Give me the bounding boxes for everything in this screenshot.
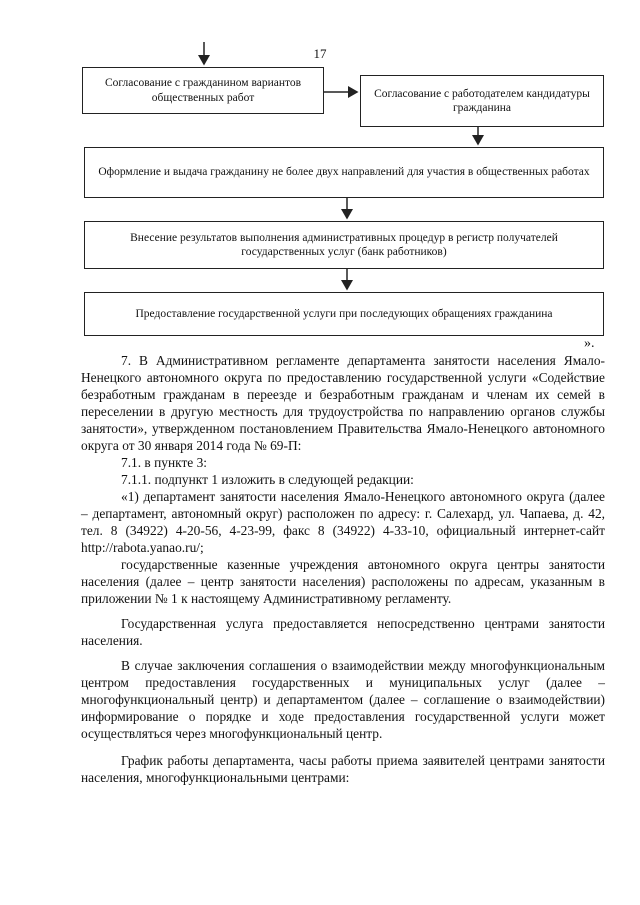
paragraph-7-1-1: 7.1.1. подпункт 1 изложить в следующей редакции: bbox=[121, 472, 414, 487]
paragraph-schedule: График работы департамента, часы работы приема заявителей центрами занятости населения, многофункциональными центрами: bbox=[81, 753, 605, 785]
flow-box-register-results: Внесение результатов выполнения административных процедур в регистр получателей государственных услуг (банк работников) bbox=[84, 221, 604, 269]
paragraph-employment-centers: государственные казенные учреждения автономного округа центры занятости населения (далее – центр занятости населения) расположены по адресам, указанным в приложении № 1 к настоящему Административному регламенту. bbox=[81, 557, 605, 606]
flow-box-agree-employer: Согласование с работодателем кандидатуры гражданина bbox=[360, 75, 604, 127]
body-text bbox=[81, 352, 605, 786]
paragraph-department-address: «1) департамент занятости населения Ямало-Ненецкого автономного округа (далее – департамент, автономный округ) расположен по адресу: г. Салехард, ул. Чапаева, д. 42, тел. 8 (34922) 4-20-56, 4-23-99, факс 8 (34922) 4-33-10, официальный интернет-сайт http://rabota.yanao.ru/; bbox=[81, 489, 605, 555]
paragraph-7: 7. В Административном регламенте департамента занятости населения Ямало-Ненецкого автономного округа по предоставлению государственной услуги «Содействие безработным гражданам в переезде и безработным гражданам и членам их семей в переселении в другую местность для трудоустройства по направлению органов службы занятости», утвержденном постановлением Правительства Ямало-Ненецкого автономного округа от 30 января 2014 года № 69-П: bbox=[81, 353, 605, 453]
page-number: 17 bbox=[313, 46, 327, 61]
paragraph-7-1: 7.1. в пункте 3: bbox=[121, 455, 208, 470]
closing-quote: ». bbox=[584, 336, 595, 351]
paragraph-mfc-agreement: В случае заключения соглашения о взаимодействии между многофункциональным центром предоставления государственных и муниципальных услуг (далее – многофункциональный центр) и департаментом (далее – соглашение о взаимодействии) информирование о порядке и ходе предоставления государственной услуги может осуществляться через многофункциональный центр. bbox=[81, 658, 605, 741]
flow-box-repeat-service: Предоставление государственной услуги при последующих обращениях гражданина bbox=[84, 292, 604, 336]
flow-box-agree-citizen: Согласование с гражданином вариантов общественных работ bbox=[82, 67, 324, 114]
paragraph-service-provision: Государственная услуга предоставляется непосредственно центрами занятости населения. bbox=[81, 616, 605, 648]
flow-box-issue-referrals: Оформление и выдача гражданину не более двух направлений для участия в общественных работах bbox=[84, 147, 604, 198]
